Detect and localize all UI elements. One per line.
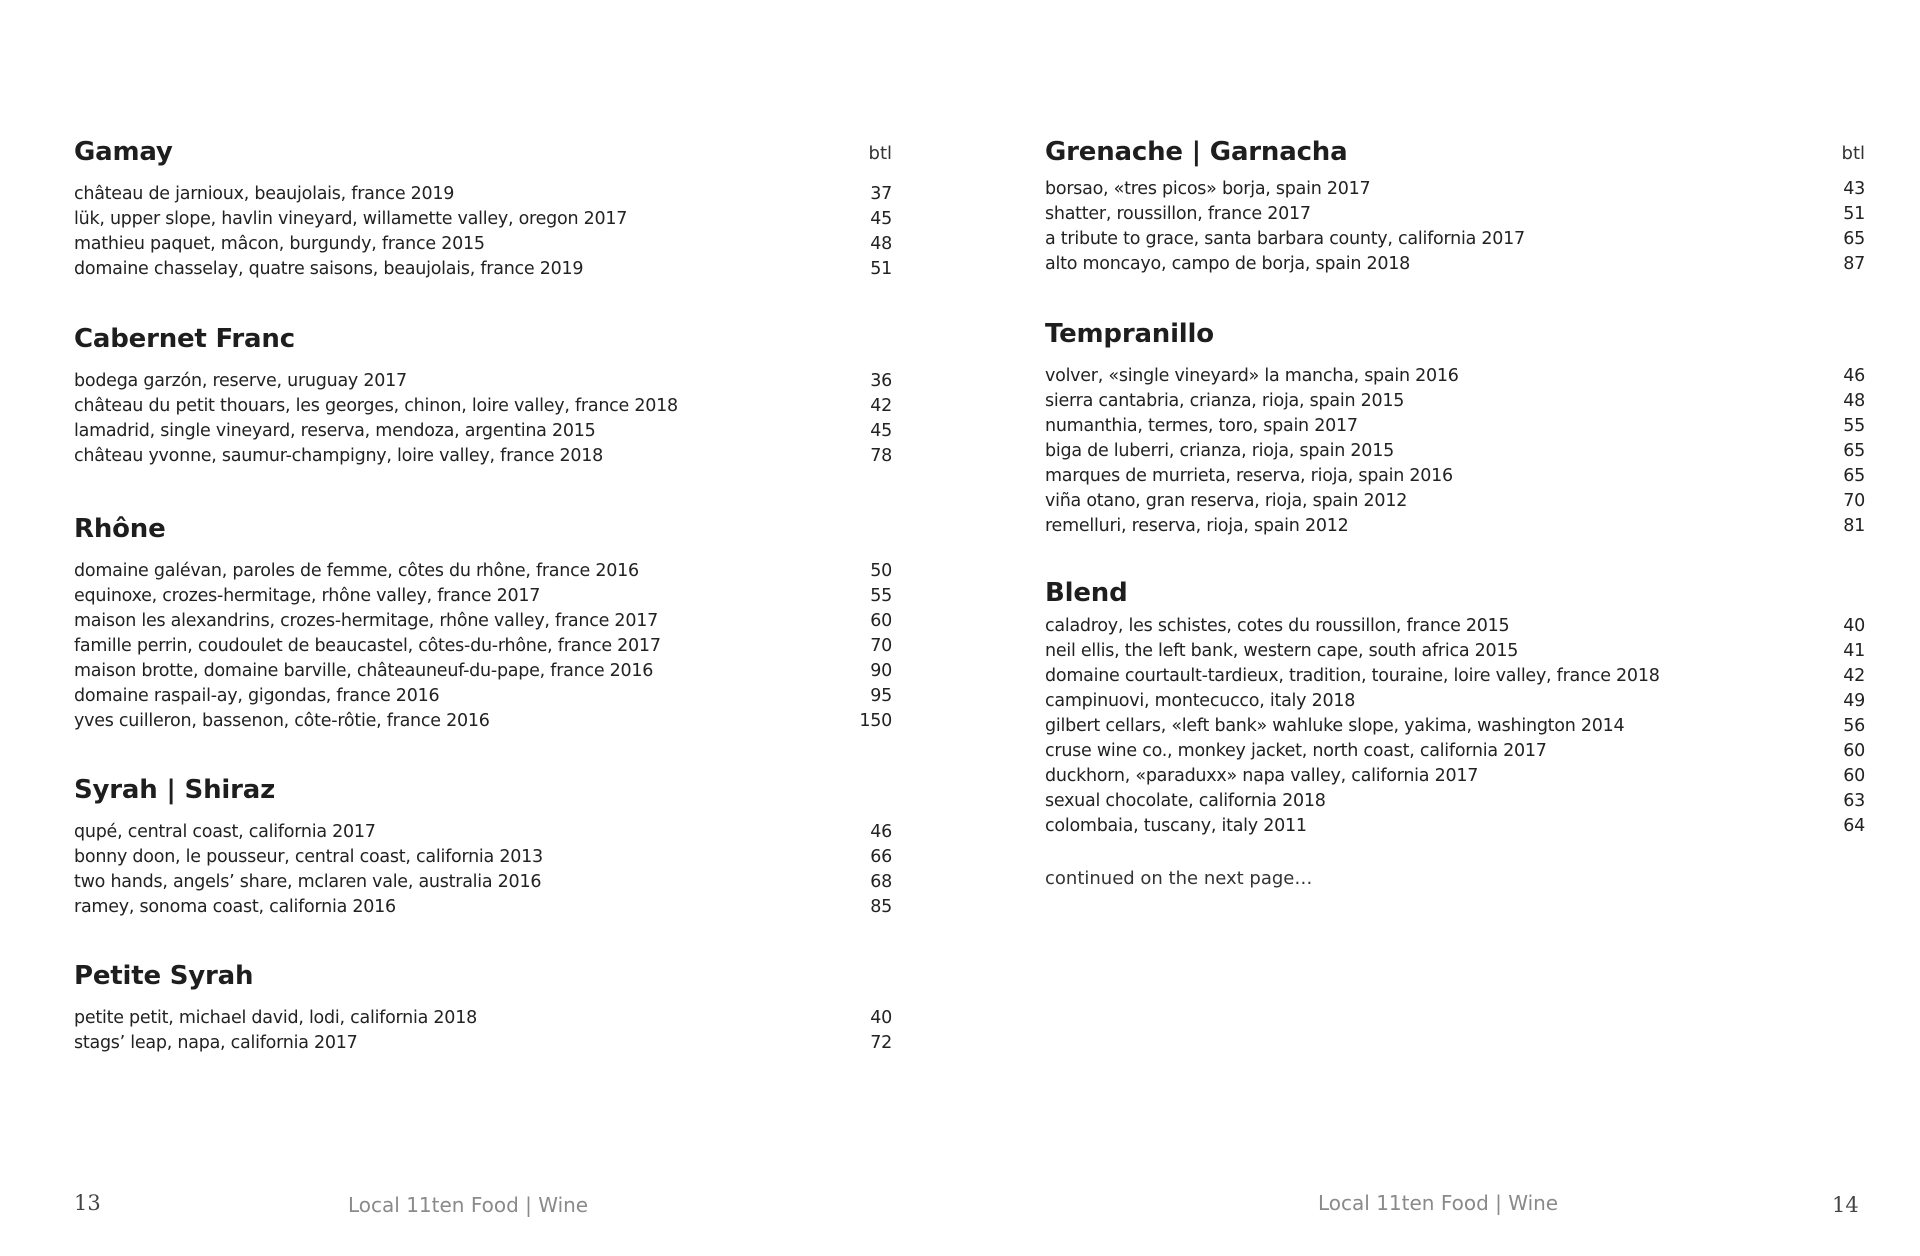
wine-price: 36 — [870, 371, 892, 391]
section-header — [1045, 576, 1865, 610]
wine-item — [74, 559, 892, 584]
wine-item — [74, 584, 892, 609]
wine-name: sexual chocolate, california 2018 — [1045, 791, 1326, 811]
bottle-price-label: btl — [1841, 143, 1865, 164]
wine-item — [74, 207, 892, 232]
wine-name: ramey, sonoma coast, california 2016 — [74, 897, 396, 917]
section-title: Tempranillo — [1045, 319, 1214, 349]
wine-item — [1045, 614, 1865, 639]
wine-name: domaine courtault-tardieux, tradition, touraine, loire valley, france 2018 — [1045, 666, 1660, 686]
footer-title: Local 11ten Food | Wine — [348, 1193, 589, 1217]
wine-item — [74, 444, 892, 469]
wine-name: gilbert cellars, «left bank» wahluke slope, yakima, washington 2014 — [1045, 716, 1625, 736]
wine-name: lamadrid, single vineyard, reserva, mendoza, argentina 2015 — [74, 421, 596, 441]
wine-item — [1045, 814, 1865, 839]
wine-price: 65 — [1843, 466, 1865, 486]
wine-name: château yvonne, saumur-champigny, loire valley, france 2018 — [74, 446, 604, 466]
wine-name: bodega garzón, reserve, uruguay 2017 — [74, 371, 407, 391]
wine-name: château de jarnioux, beaujolais, france 2019 — [74, 184, 455, 204]
wine-name: duckhorn, «paraduxx» napa valley, california 2017 — [1045, 766, 1479, 786]
wine-name: biga de luberri, crianza, rioja, spain 2015 — [1045, 441, 1394, 461]
wine-price: 51 — [1843, 204, 1865, 224]
wine-item — [74, 232, 892, 257]
wine-name: borsao, «tres picos» borja, spain 2017 — [1045, 179, 1371, 199]
wine-price: 66 — [870, 847, 892, 867]
wine-price: 45 — [870, 209, 892, 229]
wine-name: domaine raspail-ay, gigondas, france 2016 — [74, 686, 440, 706]
wine-price: 72 — [870, 1033, 892, 1053]
wine-item — [74, 1031, 892, 1056]
wine-item — [1045, 489, 1865, 514]
wine-item — [1045, 202, 1865, 227]
section-grenache-garnacha — [1045, 135, 1865, 277]
wine-name: alto moncayo, campo de borja, spain 2018 — [1045, 254, 1411, 274]
wine-price: 65 — [1843, 441, 1865, 461]
wine-price: 70 — [1843, 491, 1865, 511]
wine-item — [1045, 252, 1865, 277]
wine-price: 87 — [1843, 254, 1865, 274]
wine-price: 49 — [1843, 691, 1865, 711]
wine-name: famille perrin, coudoulet de beaucastel, côtes-du-rhône, france 2017 — [74, 636, 661, 656]
wine-price: 43 — [1843, 179, 1865, 199]
wine-item — [74, 394, 892, 419]
wine-name: marques de murrieta, reserva, rioja, spain 2016 — [1045, 466, 1453, 486]
wine-item — [1045, 414, 1865, 439]
wine-name: caladroy, les schistes, cotes du roussillon, france 2015 — [1045, 616, 1510, 636]
wine-price: 40 — [1843, 616, 1865, 636]
page-14 — [960, 0, 1920, 1256]
wine-name: château du petit thouars, les georges, chinon, loire valley, france 2018 — [74, 396, 678, 416]
section-title: Syrah | Shiraz — [74, 775, 275, 805]
section-tempranillo — [1045, 317, 1865, 539]
wine-item — [74, 419, 892, 444]
wine-name: a tribute to grace, santa barbara county, california 2017 — [1045, 229, 1525, 249]
wine-price: 50 — [870, 561, 892, 581]
wine-name: equinoxe, crozes-hermitage, rhône valley, france 2017 — [74, 586, 541, 606]
wine-item — [74, 870, 892, 895]
wine-name: two hands, angels’ share, mclaren vale, australia 2016 — [74, 872, 542, 892]
section-blend — [1045, 576, 1865, 839]
section-header — [74, 512, 892, 546]
section-petite-syrah — [74, 959, 892, 1056]
wine-name: sierra cantabria, crianza, rioja, spain 2015 — [1045, 391, 1405, 411]
wine-item — [1045, 764, 1865, 789]
wine-price: 95 — [870, 686, 892, 706]
wine-item — [74, 659, 892, 684]
wine-name: viña otano, gran reserva, rioja, spain 2012 — [1045, 491, 1408, 511]
bottle-price-label: btl — [868, 143, 892, 164]
section-title: Rhône — [74, 514, 166, 544]
wine-item — [74, 1006, 892, 1031]
continued-note: continued on the next page… — [1045, 868, 1313, 889]
wine-item — [1045, 227, 1865, 252]
wine-name: maison les alexandrins, crozes-hermitage, rhône valley, france 2017 — [74, 611, 658, 631]
wine-price: 46 — [1843, 366, 1865, 386]
wine-price: 64 — [1843, 816, 1865, 836]
wine-list — [74, 1006, 892, 1056]
wine-name: numanthia, termes, toro, spain 2017 — [1045, 416, 1358, 436]
wine-name: remelluri, reserva, rioja, spain 2012 — [1045, 516, 1349, 536]
wine-name: domaine galévan, paroles de femme, côtes du rhône, france 2016 — [74, 561, 639, 581]
wine-price: 48 — [1843, 391, 1865, 411]
section-rhone — [74, 512, 892, 734]
wine-name: colombaia, tuscany, italy 2011 — [1045, 816, 1307, 836]
wine-name: campinuovi, montecucco, italy 2018 — [1045, 691, 1356, 711]
section-header — [74, 322, 892, 356]
wine-list — [74, 182, 892, 282]
wine-name: cruse wine co., monkey jacket, north coast, california 2017 — [1045, 741, 1547, 761]
wine-price: 45 — [870, 421, 892, 441]
section-header — [74, 959, 892, 993]
wine-price: 60 — [870, 611, 892, 631]
section-title: Blend — [1045, 578, 1128, 608]
wine-price: 51 — [870, 259, 892, 279]
wine-name: petite petit, michael david, lodi, california 2018 — [74, 1008, 477, 1028]
wine-list — [1045, 177, 1865, 277]
section-cabernet-franc — [74, 322, 892, 469]
wine-name: mathieu paquet, mâcon, burgundy, france 2015 — [74, 234, 485, 254]
wine-price: 40 — [870, 1008, 892, 1028]
wine-item — [74, 820, 892, 845]
wine-item — [1045, 639, 1865, 664]
wine-name: maison brotte, domaine barville, châteauneuf-du-pape, france 2016 — [74, 661, 654, 681]
wine-price: 70 — [870, 636, 892, 656]
wine-name: yves cuilleron, bassenon, côte-rôtie, france 2016 — [74, 711, 490, 731]
wine-name: neil ellis, the left bank, western cape, south africa 2015 — [1045, 641, 1519, 661]
section-header — [74, 135, 892, 169]
wine-price: 90 — [870, 661, 892, 681]
wine-item — [1045, 177, 1865, 202]
wine-list — [74, 559, 892, 734]
wine-item — [1045, 514, 1865, 539]
section-header — [74, 773, 892, 807]
wine-price: 55 — [1843, 416, 1865, 436]
wine-name: stags’ leap, napa, california 2017 — [74, 1033, 358, 1053]
wine-name: volver, «single vineyard» la mancha, spain 2016 — [1045, 366, 1459, 386]
wine-price: 42 — [1843, 666, 1865, 686]
wine-item — [74, 684, 892, 709]
wine-item — [74, 609, 892, 634]
wine-price: 68 — [870, 872, 892, 892]
wine-list — [1045, 614, 1865, 839]
wine-price: 81 — [1843, 516, 1865, 536]
wine-price: 63 — [1843, 791, 1865, 811]
wine-name: domaine chasselay, quatre saisons, beaujolais, france 2019 — [74, 259, 584, 279]
wine-item — [74, 182, 892, 207]
wine-price: 78 — [870, 446, 892, 466]
wine-item — [74, 845, 892, 870]
section-title: Cabernet Franc — [74, 324, 295, 354]
wine-price: 150 — [859, 711, 892, 731]
wine-list — [74, 369, 892, 469]
wine-item — [74, 634, 892, 659]
wine-item — [1045, 739, 1865, 764]
wine-item — [74, 257, 892, 282]
section-gamay — [74, 135, 892, 282]
section-title: Petite Syrah — [74, 961, 254, 991]
wine-name: qupé, central coast, california 2017 — [74, 822, 376, 842]
wine-item — [74, 709, 892, 734]
wine-price: 48 — [870, 234, 892, 254]
wine-price: 56 — [1843, 716, 1865, 736]
section-syrah-shiraz — [74, 773, 892, 920]
page-number: 13 — [74, 1191, 101, 1215]
wine-price: 46 — [870, 822, 892, 842]
wine-list — [74, 820, 892, 920]
wine-item — [1045, 789, 1865, 814]
wine-price: 60 — [1843, 741, 1865, 761]
section-title: Grenache | Garnacha — [1045, 137, 1348, 167]
wine-name: lük, upper slope, havlin vineyard, willamette valley, oregon 2017 — [74, 209, 628, 229]
section-title: Gamay — [74, 137, 173, 167]
wine-item — [74, 895, 892, 920]
wine-name: bonny doon, le pousseur, central coast, california 2013 — [74, 847, 543, 867]
wine-item — [1045, 389, 1865, 414]
wine-item — [1045, 689, 1865, 714]
section-header — [1045, 317, 1865, 351]
wine-price: 65 — [1843, 229, 1865, 249]
wine-item — [1045, 464, 1865, 489]
wine-list — [1045, 364, 1865, 539]
wine-item — [1045, 439, 1865, 464]
wine-price: 37 — [870, 184, 892, 204]
wine-item — [1045, 714, 1865, 739]
wine-price: 60 — [1843, 766, 1865, 786]
footer-title: Local 11ten Food | Wine — [1318, 1191, 1559, 1215]
section-header — [1045, 135, 1865, 169]
wine-price: 42 — [870, 396, 892, 416]
wine-item — [1045, 364, 1865, 389]
wine-item — [1045, 664, 1865, 689]
wine-name: shatter, roussillon, france 2017 — [1045, 204, 1311, 224]
wine-price: 85 — [870, 897, 892, 917]
page-number: 14 — [1832, 1193, 1859, 1217]
wine-item — [74, 369, 892, 394]
wine-price: 41 — [1843, 641, 1865, 661]
wine-price: 55 — [870, 586, 892, 606]
